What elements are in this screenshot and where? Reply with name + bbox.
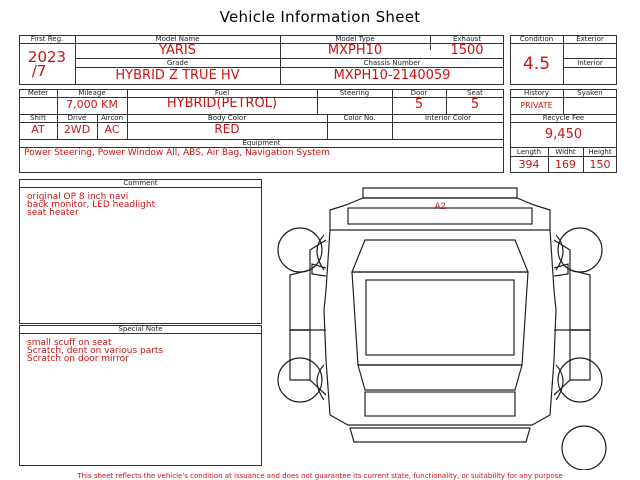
steering-label: Steering	[339, 89, 370, 97]
first-reg-month: /7	[31, 62, 47, 80]
drive-label: Drive	[67, 114, 87, 122]
drive-value: 2WD	[63, 123, 91, 136]
mileage-value: 7,000 KM	[66, 98, 118, 111]
comment-label: Comment	[123, 179, 158, 187]
model-type-value: MXPH10	[327, 43, 383, 58]
windshield-outline	[352, 240, 528, 272]
disclaimer-footer: This sheet reflects the vehicle's condition at issuance and does not guarantee its current state, functionality, or suitability for any purpose	[77, 472, 563, 480]
rear-left-arch	[317, 365, 324, 400]
front-left-wheel	[278, 228, 322, 272]
body-color-label: Body Color	[207, 114, 247, 122]
rear-right-arch	[556, 365, 563, 400]
rear-window-outline	[358, 365, 522, 390]
shift-label: Shift	[30, 114, 46, 122]
seat-value: 5	[470, 97, 480, 112]
car-damage-diagram	[270, 180, 620, 470]
interior-label: Interior	[577, 59, 603, 67]
body-color-value: RED	[214, 122, 240, 136]
height-value: 150	[589, 158, 611, 171]
door-label: Door	[410, 89, 428, 97]
exhaust-label: Exhaust	[452, 35, 482, 43]
grade-label: Grade	[166, 59, 189, 67]
mileage-label: Mileage	[78, 89, 106, 97]
right-door-rear	[570, 330, 590, 380]
front-right-arch	[556, 235, 563, 270]
color-no-label: Color No.	[343, 114, 376, 122]
special-note-line: Scratch on door mirror	[27, 354, 129, 364]
recycle-fee-value: 9,450	[544, 127, 583, 142]
special-note-label: Special Note	[118, 325, 163, 333]
width-label: Widht	[555, 148, 576, 156]
comment-line: back monitor, LED headlight	[27, 200, 156, 210]
seat-label: Seat	[467, 89, 483, 97]
model-name-label: Model Name	[155, 35, 200, 43]
aircon-value: AC	[104, 123, 120, 136]
recycle-fee-label: Recycle Fee	[542, 114, 585, 122]
rear-bumper-outline	[350, 428, 530, 442]
special-note-line: small scuff on seat	[27, 338, 112, 348]
model-type-label: Model Type	[335, 35, 375, 43]
front-left-arch	[317, 235, 324, 270]
condition-label: Condition	[519, 35, 554, 43]
equipment-value: Power Steering, Power Window All, ABS, Air Bag, Navigation System	[24, 148, 330, 158]
history-value: PRIVATE	[520, 101, 553, 110]
special-note-line: Scratch, dent on various parts	[27, 346, 164, 356]
first-reg-year: 2023	[27, 48, 67, 66]
right-door-front	[570, 270, 590, 330]
body-outline	[324, 230, 556, 425]
condition-value: 4.5	[522, 54, 551, 74]
left-door-rear	[290, 330, 310, 380]
aircon-label: Aircon	[100, 114, 124, 122]
syaken-label: Syaken	[577, 89, 603, 97]
roof-outline	[352, 272, 528, 365]
trunk-panel	[365, 392, 515, 416]
grade-value: HYBRID Z TRUE HV	[115, 68, 240, 83]
door-value: 5	[414, 97, 424, 112]
front-bumper-outline	[363, 188, 517, 198]
left-door-front	[290, 270, 310, 330]
meter-label: Meter	[27, 89, 49, 97]
fuel-label: Fuel	[214, 89, 230, 97]
front-right-wheel	[558, 228, 602, 272]
length-label: Length	[516, 148, 542, 156]
shift-value: AT	[31, 123, 45, 136]
exterior-label: Exterior	[576, 35, 604, 43]
interior-color-label: Interior Color	[424, 114, 472, 122]
spare-wheel	[562, 426, 606, 470]
equipment-label: Equipment	[242, 139, 281, 147]
damage-mark-a2: A2	[434, 201, 446, 211]
history-label: History	[524, 89, 549, 97]
length-value: 394	[518, 158, 540, 171]
roof-panel	[366, 280, 514, 355]
exhaust-value: 1500	[450, 43, 484, 58]
page-title: Vehicle Information Sheet	[219, 8, 421, 26]
width-value: 169	[555, 158, 576, 171]
comment-line: original OP 8 inch navi	[27, 192, 129, 202]
comment-line: seat heater	[27, 208, 79, 218]
chassis-number-value: MXPH10-2140059	[333, 68, 451, 83]
first-reg-label: First Reg.	[30, 35, 64, 43]
fuel-value: HYBRID(PETROL)	[166, 96, 278, 111]
model-name-value: YARIS	[159, 43, 196, 58]
chassis-number-label: Chassis Number	[363, 59, 421, 67]
height-label: Height	[588, 148, 612, 156]
